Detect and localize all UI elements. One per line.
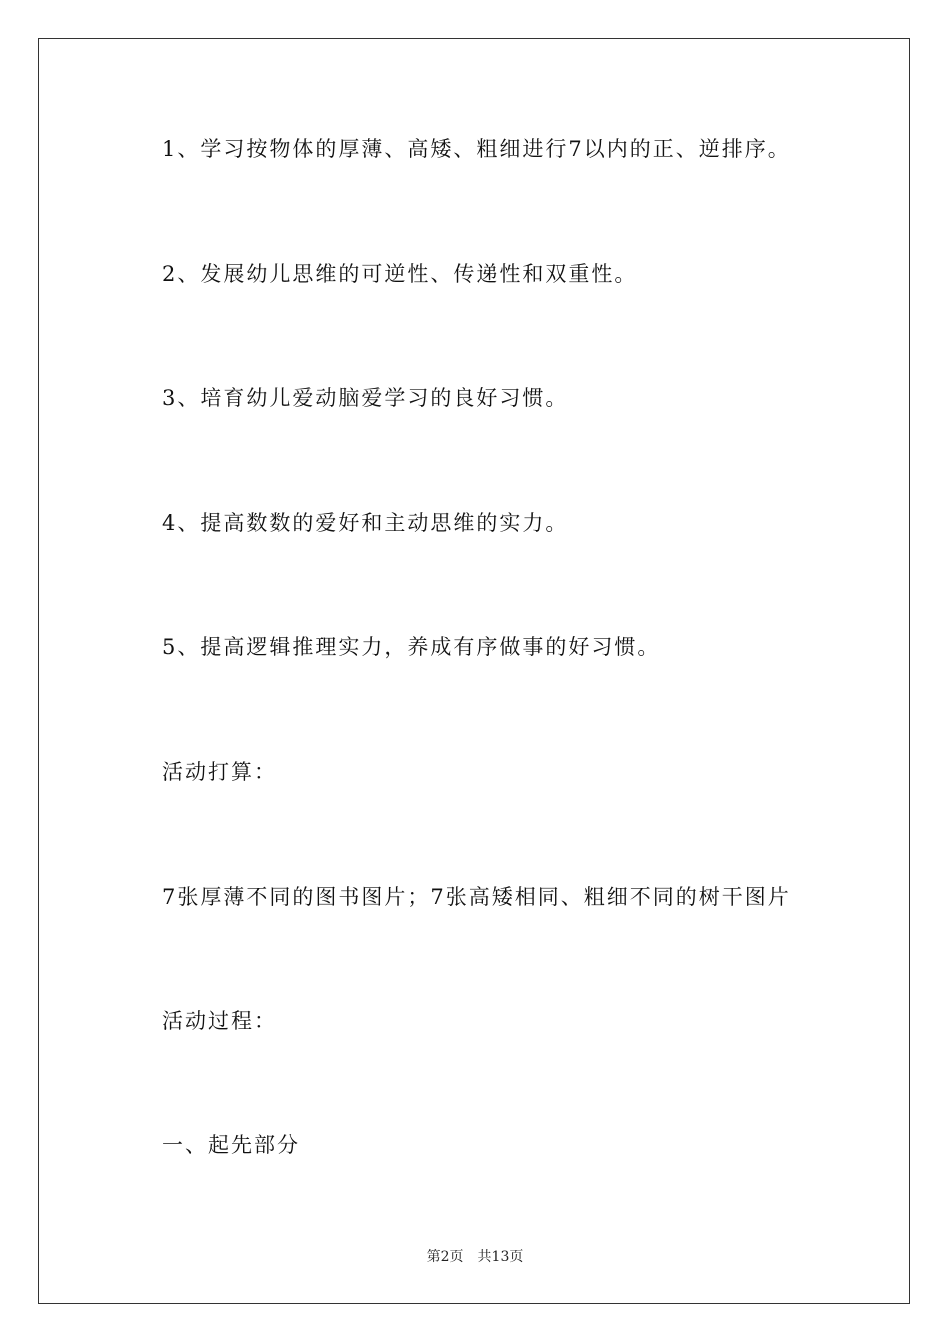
page-total: 共13页 — [477, 1249, 524, 1265]
objective-5: 5、提高逻辑推理实力，养成有序做事的好习惯。 — [162, 635, 661, 659]
process-step-1: 一、起先部分 — [162, 1133, 300, 1157]
section-heading-preparation: 活动打算： — [162, 760, 277, 784]
objective-1: 1、学习按物体的厚薄、高矮、粗细进行7以内的正、逆排序。 — [162, 137, 791, 161]
page-footer — [0, 1246, 950, 1266]
preparation-materials: 7张厚薄不同的图书图片；7张高矮相同、粗细不同的树干图片 — [162, 885, 791, 909]
objective-3: 3、培育幼儿爱动脑爱学习的良好习惯。 — [162, 386, 569, 410]
page-border — [38, 38, 910, 1304]
section-heading-process: 活动过程： — [162, 1009, 277, 1033]
page-number: 第2页 — [426, 1249, 464, 1265]
objective-2: 2、发展幼儿思维的可逆性、传递性和双重性。 — [162, 262, 638, 286]
objective-4: 4、提高数数的爱好和主动思维的实力。 — [162, 511, 569, 535]
